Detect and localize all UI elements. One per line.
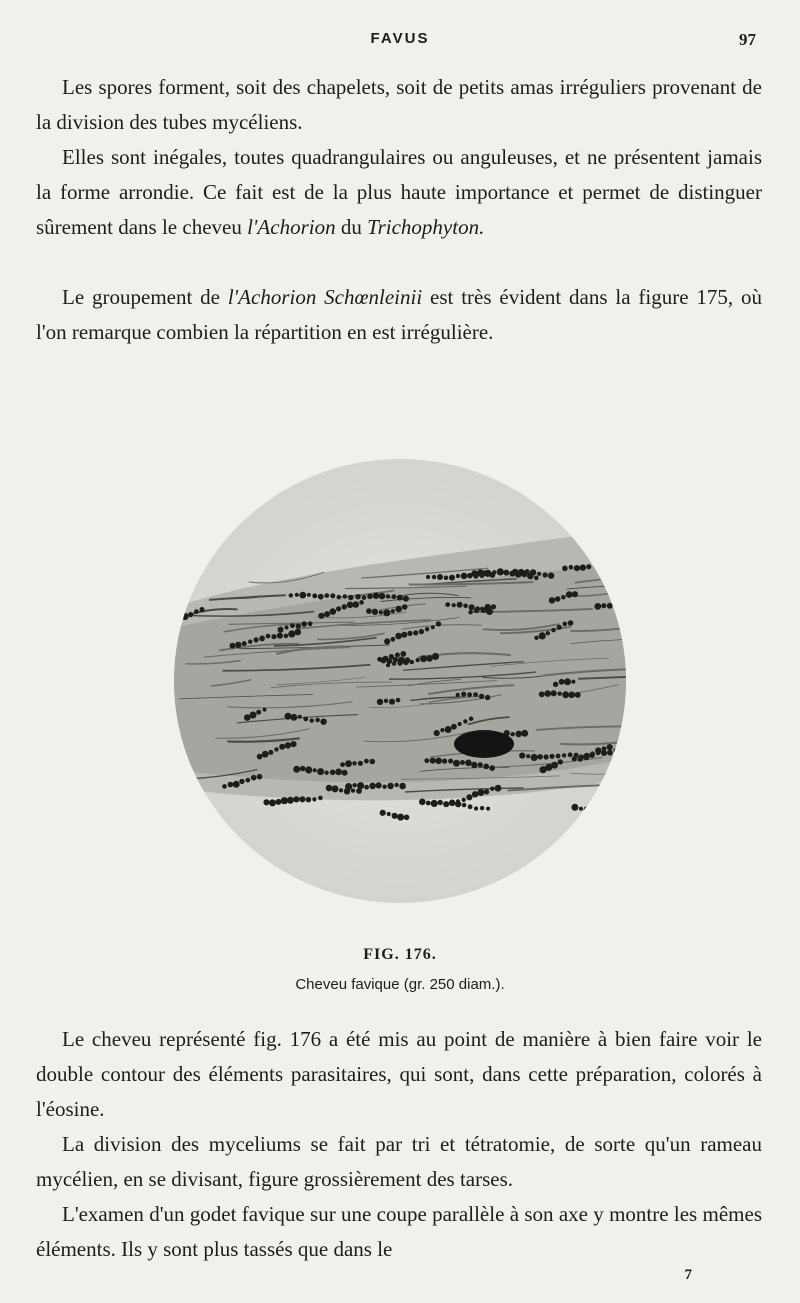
paragraph-text: Les spores forment, soit des chapelets, soit de petits amas irréguliers provenant de la division des tubes mycéliens. [36, 75, 762, 134]
running-head [0, 28, 800, 52]
paragraph-text: Elles sont inégales, toutes quadrangulaires ou anguleuses, et ne présentent jamais la forme arrondie. Ce fait est de la plus haute importance et permet de distinguer sûrement dans le cheveu [36, 145, 762, 239]
figure-caption: Cheveu favique (gr. 250 diam.). [295, 976, 505, 993]
paragraph-hair-figure [36, 1022, 762, 1127]
paragraph-text: L'examen d'un godet favique sur une coupe parallèle à son axe y montre les mêmes éléments. Ils y sont plus tassés que dans le [36, 1202, 762, 1261]
micrograph-hair-image [172, 458, 628, 904]
paragraph-text: Le groupement de [62, 285, 228, 309]
italic-term: l'Achorion [247, 215, 336, 239]
paragraph-spores [36, 70, 762, 140]
paragraph-text: La division des myceliums se fait par tri et tétratomie, de sorte qu'un rameau mycélien, en se divisant, figure grossièrement des tarses. [36, 1132, 762, 1191]
paragraph-grouping [36, 280, 762, 350]
running-title: FAVUS [370, 30, 430, 47]
figure-label: FIG. 176. [363, 946, 437, 963]
paragraph-unequal-spores [36, 140, 762, 245]
paragraph-text: est très évident dans la figure 175, où l'on remarque combien la répartition en est irrégulière. [36, 285, 763, 344]
paragraph-text: Le cheveu représenté fig. 176 a été mis au point de manière à bien faire voir le double contour des éléments parasitaires, qui sont, dans cette préparation, colorés à l'éosine. [36, 1027, 762, 1121]
paragraph-examination [36, 1197, 762, 1267]
paragraph-division [36, 1127, 762, 1197]
signature-mark: 7 [684, 1267, 692, 1283]
italic-term: l'Achorion Schœnleinii [227, 285, 423, 309]
figure-176 [172, 458, 628, 904]
italic-term: Trichophyton. [367, 215, 485, 239]
paragraph-text: du [335, 215, 368, 239]
page-number: 97 [739, 30, 756, 49]
